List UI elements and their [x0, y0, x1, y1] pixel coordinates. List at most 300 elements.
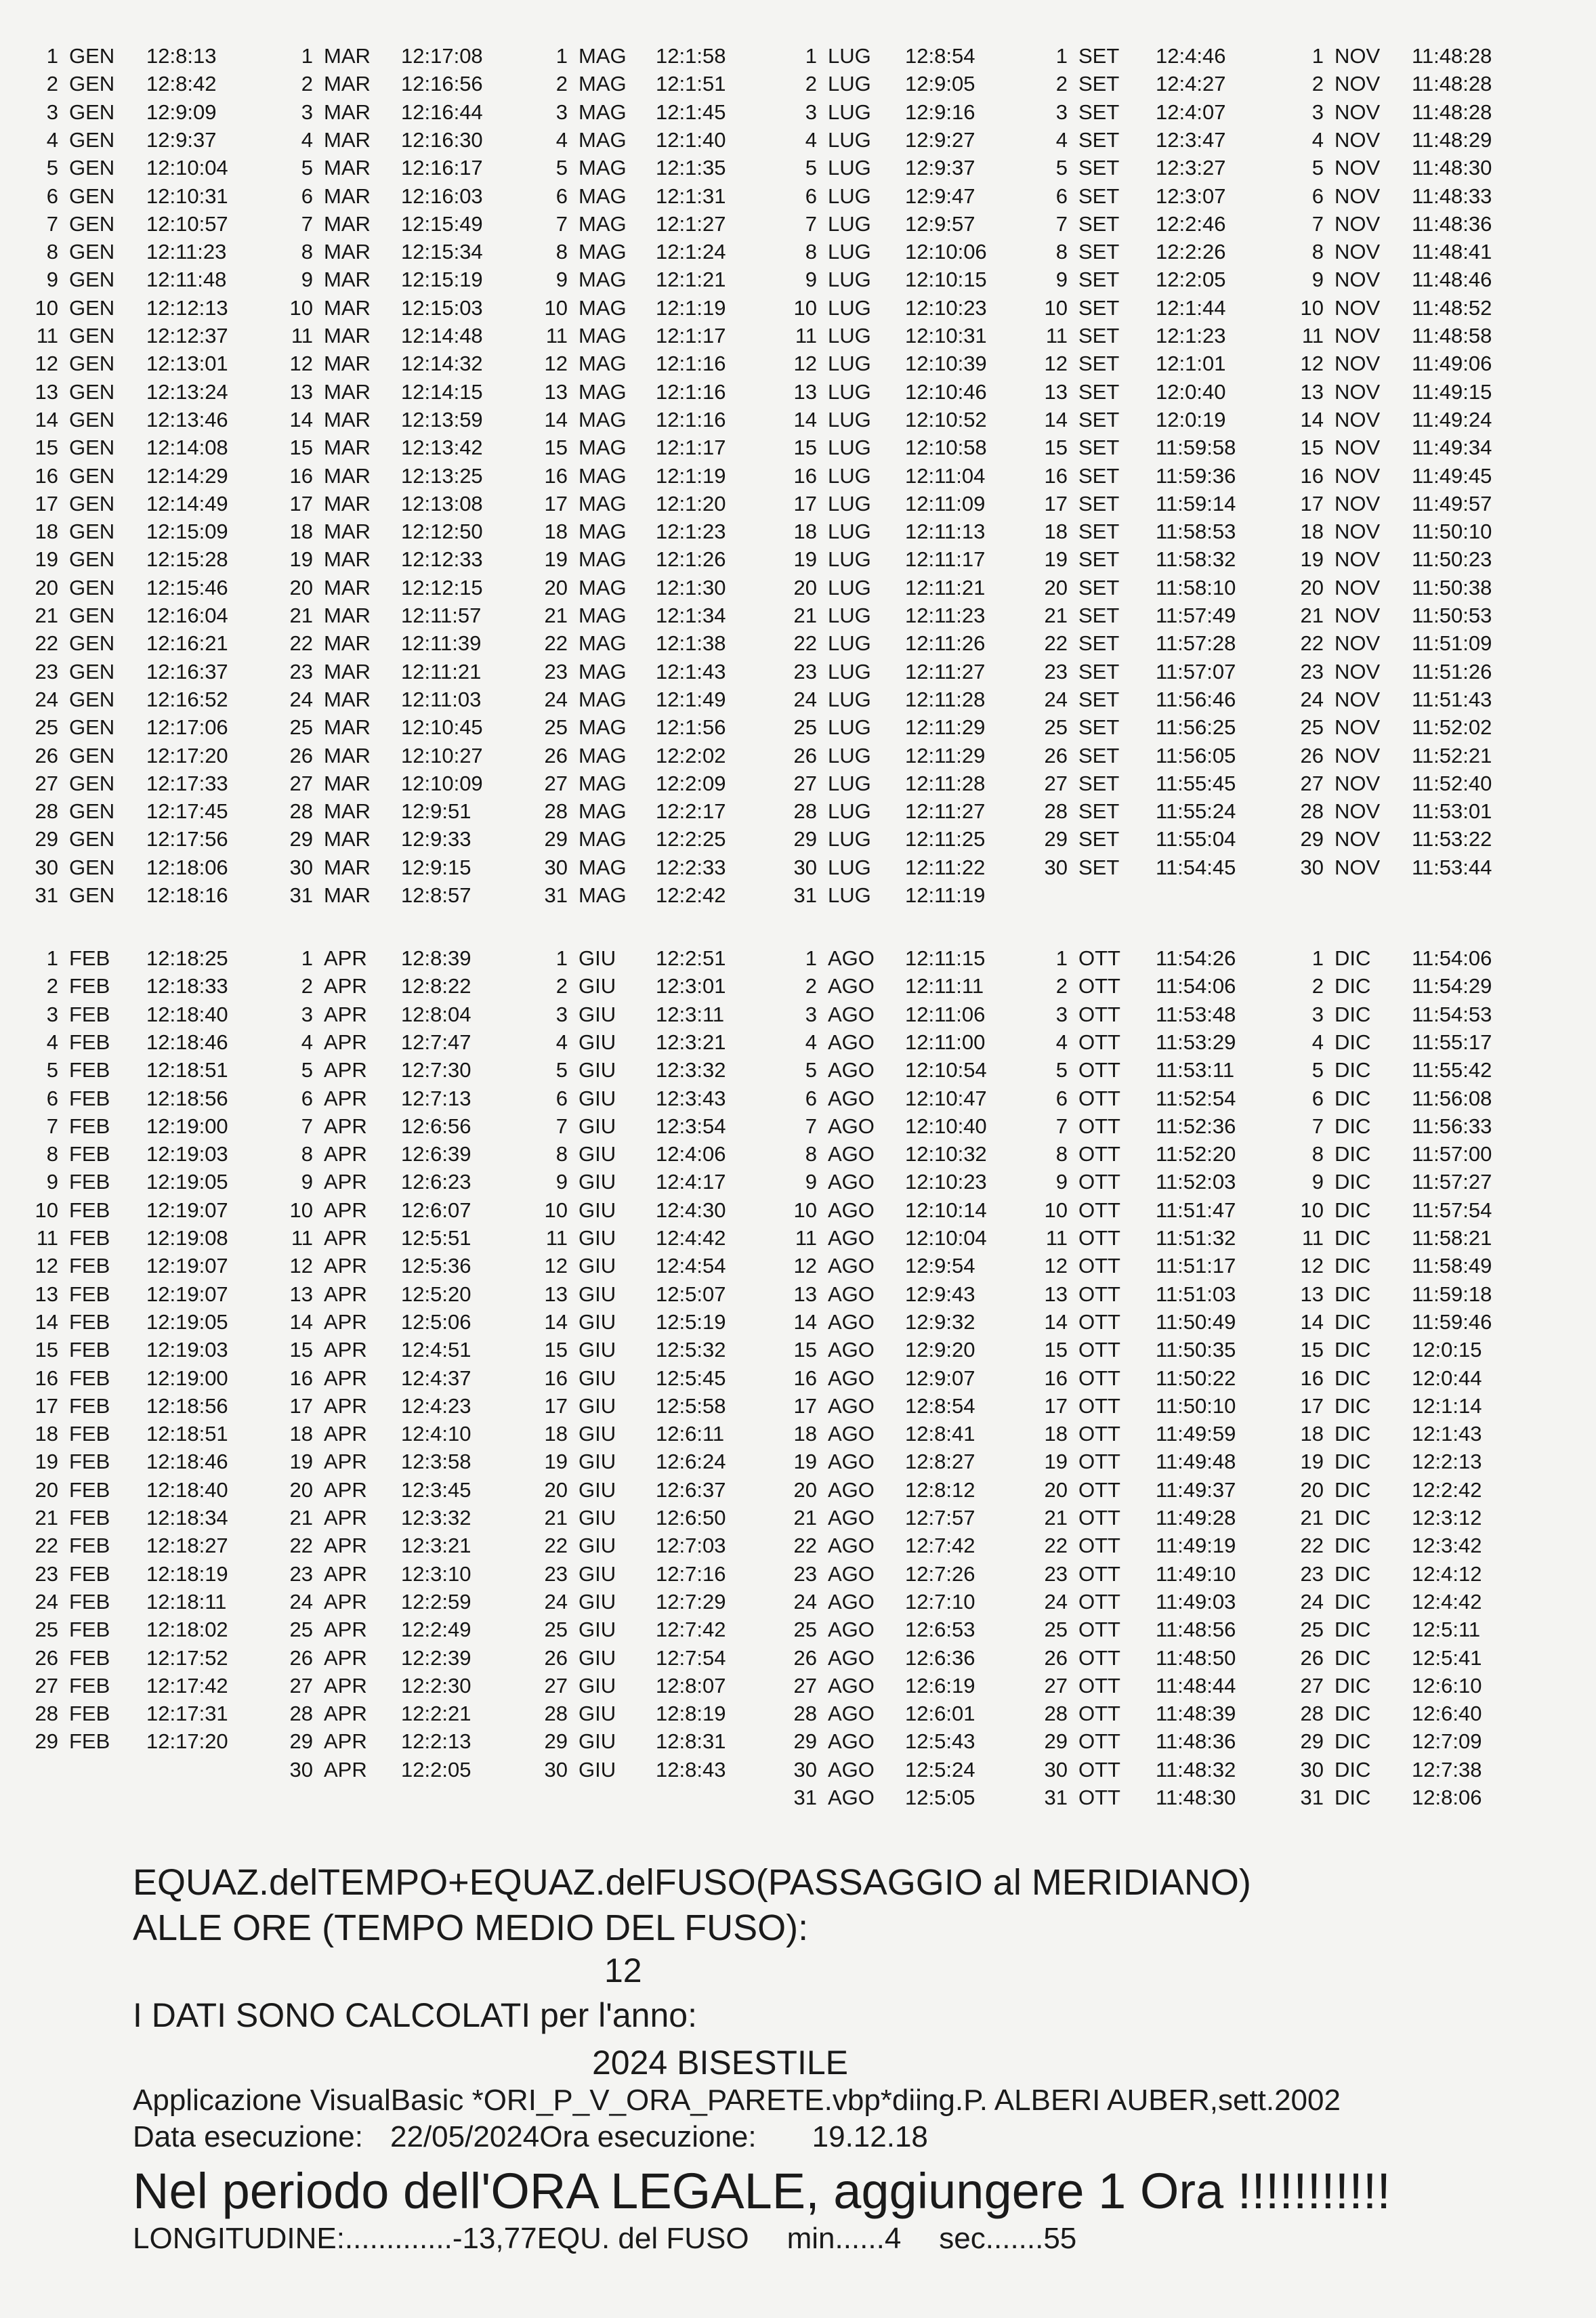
- transit-time: 12:16:37: [146, 659, 228, 683]
- transit-time: 12:10:04: [146, 156, 228, 180]
- day-number: 21: [793, 1506, 817, 1530]
- day-number: 13: [35, 1282, 58, 1306]
- month-abbr: NOV: [1335, 491, 1381, 515]
- day-number: 14: [289, 1309, 313, 1334]
- transit-time: 11:50:10: [1156, 1393, 1236, 1418]
- day-number: 26: [289, 743, 313, 767]
- month-abbr: FEB: [69, 1198, 110, 1222]
- day-number: 21: [1300, 1506, 1324, 1530]
- month-abbr: GIU: [579, 1702, 616, 1726]
- month-abbr: NOV: [1335, 44, 1381, 68]
- transit-time: 11:48:30: [1156, 1786, 1236, 1809]
- month-abbr: GIU: [579, 1309, 616, 1334]
- transit-time: 12:1:44: [1156, 295, 1226, 320]
- day-number: 25: [544, 715, 568, 740]
- month-abbr: APR: [324, 1338, 367, 1362]
- transit-time: 12:6:53: [905, 1618, 975, 1642]
- transit-time: 11:57:07: [1156, 659, 1236, 683]
- month-abbr: GIU: [579, 1058, 616, 1082]
- day-number: 21: [793, 604, 817, 627]
- day-number: 3: [805, 1002, 817, 1026]
- day-number: 22: [793, 631, 817, 656]
- month-abbr: SET: [1078, 520, 1120, 544]
- day-number: 6: [301, 184, 313, 208]
- month-abbr: AGO: [828, 1477, 875, 1502]
- day-number: 26: [544, 1645, 568, 1670]
- day-number: 16: [1300, 463, 1324, 488]
- transit-time: 12:11:21: [905, 575, 986, 599]
- day-number: 7: [1311, 1114, 1324, 1138]
- transit-time: 12:7:16: [656, 1561, 726, 1586]
- month-abbr: SET: [1078, 352, 1120, 376]
- transit-time: 11:48:28: [1412, 100, 1492, 124]
- month-abbr: GEN: [69, 211, 115, 236]
- transit-time: 11:48:39: [1156, 1702, 1236, 1726]
- transit-time: 12:8:07: [656, 1673, 726, 1698]
- reference-hour: 12: [604, 1952, 642, 1989]
- transit-time: 12:16:56: [401, 72, 483, 96]
- transit-time: 12:3:10: [401, 1561, 471, 1586]
- transit-time: 12:1:51: [656, 72, 726, 96]
- month-abbr: APR: [324, 1002, 367, 1026]
- transit-time: 12:6:01: [905, 1702, 975, 1726]
- transit-time: 12:4:54: [656, 1254, 726, 1278]
- transit-time: 12:4:42: [656, 1226, 726, 1250]
- month-abbr: DIC: [1335, 1338, 1371, 1362]
- day-number: 4: [805, 127, 817, 152]
- month-abbr: APR: [324, 1309, 367, 1334]
- month-abbr: GEN: [69, 379, 115, 404]
- month-abbr: SET: [1078, 743, 1120, 767]
- month-abbr: GIU: [579, 1030, 616, 1054]
- transit-time: 12:4:17: [656, 1170, 726, 1194]
- day-number: 24: [544, 687, 568, 711]
- day-number: 27: [1300, 771, 1324, 795]
- day-number: 10: [289, 1198, 313, 1222]
- month-abbr: MAG: [579, 827, 627, 851]
- transit-time: 12:6:11: [656, 1422, 725, 1446]
- transit-time: 12:13:46: [146, 407, 228, 431]
- transit-time: 11:56:33: [1412, 1114, 1492, 1138]
- transit-time: 12:2:51: [656, 946, 726, 970]
- month-abbr: MAG: [579, 631, 627, 656]
- month-abbr: MAG: [579, 407, 627, 431]
- month-abbr: DIC: [1335, 1282, 1371, 1306]
- transit-time: 12:19:07: [146, 1282, 228, 1306]
- day-number: 29: [793, 1729, 817, 1754]
- day-number: 17: [1300, 1393, 1324, 1418]
- transit-time: 12:11:03: [401, 687, 482, 711]
- transit-time: 11:49:45: [1412, 463, 1492, 488]
- month-abbr: MAG: [579, 240, 627, 264]
- day-number: 30: [544, 1757, 568, 1782]
- month-abbr: DIC: [1335, 1058, 1371, 1082]
- month-abbr: FEB: [69, 946, 110, 970]
- day-number: 12: [35, 1254, 58, 1278]
- month-abbr: GEN: [69, 436, 115, 460]
- transit-time: 11:53:48: [1156, 1002, 1236, 1026]
- transit-time: 12:19:07: [146, 1254, 228, 1278]
- transit-time: 11:59:14: [1156, 491, 1236, 515]
- transit-time: 12:11:22: [905, 855, 986, 879]
- month-abbr: LUG: [828, 184, 871, 208]
- transit-time: 11:54:06: [1156, 974, 1236, 998]
- month-abbr: LUG: [828, 436, 871, 460]
- month-abbr: MAG: [579, 100, 627, 124]
- transit-time: 12:13:42: [401, 436, 483, 460]
- transit-time: 12:6:24: [656, 1450, 726, 1474]
- day-number: 10: [1300, 1198, 1324, 1222]
- month-abbr: SET: [1078, 211, 1120, 236]
- day-number: 24: [793, 1589, 817, 1614]
- transit-time: 12:1:38: [656, 631, 726, 656]
- transit-time: 11:48:36: [1156, 1729, 1236, 1754]
- day-number: 2: [555, 72, 568, 96]
- day-number: 29: [35, 1729, 58, 1754]
- transit-time: 12:5:51: [401, 1226, 471, 1250]
- transit-time: 12:6:07: [401, 1198, 471, 1222]
- transit-time: 12:18:02: [146, 1618, 228, 1642]
- month-abbr: GIU: [579, 946, 616, 970]
- month-abbr: SET: [1078, 659, 1120, 683]
- day-number: 16: [35, 463, 58, 488]
- month-abbr: NOV: [1335, 100, 1381, 124]
- transit-time: 12:12:13: [146, 295, 228, 320]
- month-abbr: FEB: [69, 974, 110, 998]
- day-number: 8: [555, 240, 568, 264]
- month-abbr: GEN: [69, 631, 115, 656]
- day-number: 29: [35, 827, 58, 851]
- day-number: 3: [805, 100, 817, 124]
- day-number: 25: [289, 1618, 313, 1642]
- transit-time: 12:1:35: [656, 156, 726, 180]
- day-number: 20: [1044, 1477, 1068, 1502]
- day-number: 23: [793, 659, 817, 683]
- transit-time: 12:4:30: [656, 1198, 726, 1222]
- month-abbr: NOV: [1335, 211, 1381, 236]
- day-number: 17: [35, 491, 58, 515]
- day-number: 26: [1044, 1645, 1068, 1670]
- transit-time: 12:4:12: [1412, 1561, 1482, 1586]
- day-number: 5: [1055, 156, 1068, 180]
- transit-time: 12:1:58: [656, 44, 726, 68]
- day-number: 2: [46, 974, 58, 998]
- month-abbr: NOV: [1335, 127, 1381, 152]
- day-number: 29: [793, 827, 817, 851]
- month-abbr: NOV: [1335, 771, 1381, 795]
- day-number: 20: [1044, 575, 1068, 599]
- day-number: 28: [544, 1702, 568, 1726]
- day-number: 3: [46, 1002, 58, 1026]
- month-abbr: OTT: [1078, 1702, 1120, 1726]
- month-abbr: OTT: [1078, 1618, 1120, 1642]
- month-abbr: MAG: [579, 715, 627, 740]
- month-abbr: MAR: [324, 436, 371, 460]
- day-number: 4: [555, 1030, 568, 1054]
- month-abbr: NOV: [1335, 855, 1381, 879]
- transit-time: 12:19:00: [146, 1366, 228, 1390]
- transit-time: 12:11:27: [905, 799, 986, 824]
- transit-time: 11:50:53: [1412, 604, 1492, 627]
- month-abbr: FEB: [69, 1450, 110, 1474]
- transit-time: 12:18:56: [146, 1393, 228, 1418]
- transit-time: 12:8:54: [905, 44, 975, 68]
- day-number: 24: [544, 1589, 568, 1614]
- transit-time: 12:12:15: [401, 575, 483, 599]
- day-number: 5: [805, 156, 817, 180]
- day-number: 4: [301, 1030, 313, 1054]
- day-number: 1: [46, 946, 58, 970]
- transit-time: 12:9:27: [905, 127, 975, 152]
- month-abbr: AGO: [828, 1702, 875, 1726]
- month-abbr: OTT: [1078, 1561, 1120, 1586]
- day-number: 31: [793, 883, 817, 907]
- month-abbr: SET: [1078, 44, 1120, 68]
- day-number: 1: [301, 946, 313, 970]
- day-number: 19: [544, 547, 568, 572]
- day-number: 8: [1055, 1142, 1068, 1166]
- transit-time: 12:18:27: [146, 1534, 228, 1558]
- transit-time: 12:3:11: [656, 1002, 725, 1026]
- transit-time: 12:3:42: [1412, 1534, 1482, 1558]
- transit-time: 12:6:56: [401, 1114, 471, 1138]
- transit-time: 12:10:27: [401, 743, 483, 767]
- month-abbr: AGO: [828, 1393, 875, 1418]
- day-number: 21: [289, 604, 313, 627]
- transit-time: 11:54:29: [1412, 974, 1492, 998]
- transit-time: 12:4:46: [1156, 44, 1226, 68]
- transit-time: 12:10:40: [905, 1114, 987, 1138]
- day-number: 2: [1055, 72, 1068, 96]
- transit-time: 12:10:31: [146, 184, 228, 208]
- transit-time: 12:8:54: [905, 1393, 975, 1418]
- day-number: 20: [1300, 575, 1324, 599]
- month-abbr: AGO: [828, 1198, 875, 1222]
- transit-time: 12:17:56: [146, 827, 228, 851]
- transit-time: 11:49:06: [1412, 352, 1492, 376]
- day-number: 4: [301, 127, 313, 152]
- month-abbr: LUG: [828, 827, 871, 851]
- transit-time: 12:11:15: [905, 946, 986, 970]
- month-abbr: MAR: [324, 72, 371, 96]
- day-number: 21: [289, 1506, 313, 1530]
- month-abbr: MAG: [579, 771, 627, 795]
- month-abbr: SET: [1078, 547, 1120, 572]
- day-number: 3: [1055, 1002, 1068, 1026]
- day-number: 30: [1044, 1757, 1068, 1782]
- transit-time: 11:49:28: [1156, 1506, 1236, 1530]
- day-number: 22: [544, 631, 568, 656]
- day-number: 27: [35, 1673, 58, 1698]
- transit-time: 12:10:06: [905, 240, 987, 264]
- month-abbr: MAR: [324, 827, 371, 851]
- transit-time: 11:56:05: [1156, 743, 1236, 767]
- day-number: 16: [35, 1366, 58, 1390]
- transit-time: 12:6:19: [905, 1673, 975, 1698]
- day-number: 25: [1300, 1618, 1324, 1642]
- month-abbr: SET: [1078, 184, 1120, 208]
- day-number: 25: [35, 715, 58, 740]
- month-abbr: MAG: [579, 883, 627, 907]
- month-abbr: APR: [324, 1170, 367, 1194]
- day-number: 30: [289, 1757, 313, 1782]
- transit-time: 12:3:32: [656, 1058, 726, 1082]
- month-abbr: AGO: [828, 1086, 875, 1110]
- month-abbr: NOV: [1335, 184, 1381, 208]
- month-abbr: NOV: [1335, 436, 1381, 460]
- transit-time: 11:53:44: [1412, 855, 1492, 879]
- day-number: 18: [1044, 1422, 1068, 1446]
- month-abbr: DIC: [1335, 1702, 1371, 1726]
- transit-time: 11:50:22: [1156, 1366, 1236, 1390]
- month-abbr: GEN: [69, 268, 115, 292]
- transit-time: 12:2:42: [1412, 1477, 1482, 1502]
- month-abbr: AGO: [828, 1254, 875, 1278]
- transit-time: 12:1:14: [1412, 1393, 1482, 1418]
- transit-time: 12:4:37: [401, 1366, 471, 1390]
- transit-time: 12:4:51: [401, 1338, 471, 1362]
- month-abbr: DIC: [1335, 1477, 1371, 1502]
- transit-time: 12:7:13: [401, 1086, 471, 1110]
- day-number: 19: [544, 1450, 568, 1474]
- month-abbr: SET: [1078, 463, 1120, 488]
- transit-time: 12:2:49: [401, 1618, 471, 1642]
- transit-time: 12:8:04: [401, 1002, 471, 1026]
- month-abbr: APR: [324, 1561, 367, 1586]
- month-abbr: LUG: [828, 715, 871, 740]
- month-abbr: MAR: [324, 520, 371, 544]
- transit-time: 11:54:45: [1156, 855, 1236, 879]
- day-number: 30: [1044, 855, 1068, 879]
- month-abbr: MAG: [579, 547, 627, 572]
- day-number: 5: [301, 156, 313, 180]
- transit-time: 12:11:48: [146, 268, 227, 292]
- transit-time: 11:53:11: [1156, 1058, 1235, 1082]
- day-number: 1: [46, 44, 58, 68]
- day-number: 4: [555, 127, 568, 152]
- transit-time: 12:18:51: [146, 1422, 228, 1446]
- day-number: 22: [1300, 1534, 1324, 1558]
- transit-time: 11:58:21: [1412, 1226, 1492, 1250]
- transit-time: 11:58:32: [1156, 547, 1236, 572]
- transit-time: 12:1:23: [1156, 324, 1226, 347]
- transit-time: 11:48:28: [1412, 44, 1492, 68]
- month-abbr: DIC: [1335, 1729, 1371, 1754]
- transit-time: 12:1:31: [656, 184, 726, 208]
- transit-time: 12:5:11: [1412, 1618, 1481, 1642]
- transit-time: 12:2:39: [401, 1645, 471, 1670]
- day-number: 1: [301, 44, 313, 68]
- day-number: 30: [289, 855, 313, 879]
- transit-time: 12:11:09: [905, 491, 986, 515]
- day-number: 21: [1300, 604, 1324, 627]
- month-abbr: NOV: [1335, 687, 1381, 711]
- transit-time: 12:10:15: [905, 268, 987, 292]
- day-number: 19: [1300, 1450, 1324, 1474]
- day-number: 16: [1300, 1366, 1324, 1390]
- month-abbr: MAR: [324, 44, 371, 68]
- transit-time: 12:14:08: [146, 436, 228, 460]
- month-abbr: GIU: [579, 1226, 616, 1250]
- month-abbr: APR: [324, 1477, 367, 1502]
- day-number: 2: [1311, 974, 1324, 998]
- transit-time: 12:3:01: [656, 974, 726, 998]
- month-abbr: MAG: [579, 352, 627, 376]
- day-number: 5: [805, 1058, 817, 1082]
- day-number: 28: [1300, 799, 1324, 824]
- month-abbr: NOV: [1335, 604, 1381, 627]
- month-abbr: FEB: [69, 1338, 110, 1362]
- month-abbr: FEB: [69, 1114, 110, 1138]
- day-number: 8: [1311, 1142, 1324, 1166]
- transit-time: 12:11:28: [905, 687, 986, 711]
- month-abbr: GEN: [69, 715, 115, 740]
- month-abbr: GEN: [69, 855, 115, 879]
- day-number: 13: [793, 1282, 817, 1306]
- transit-time: 12:1:43: [656, 659, 726, 683]
- transit-time: 12:3:27: [1156, 156, 1226, 180]
- day-number: 14: [35, 407, 58, 431]
- day-number: 17: [1300, 491, 1324, 515]
- month-abbr: NOV: [1335, 156, 1381, 180]
- day-number: 27: [35, 771, 58, 795]
- day-number: 17: [793, 1393, 817, 1418]
- month-abbr: APR: [324, 1086, 367, 1110]
- transit-time: 11:48:46: [1412, 268, 1492, 292]
- day-number: 16: [544, 1366, 568, 1390]
- day-number: 6: [1055, 184, 1068, 208]
- day-number: 31: [544, 883, 568, 907]
- transit-time: 12:14:15: [401, 379, 483, 404]
- day-number: 12: [289, 352, 313, 376]
- transit-time: 12:8:22: [401, 974, 471, 998]
- day-number: 5: [1311, 156, 1324, 180]
- application-credit: Applicazione VisualBasic *ORI_P_V_ORA_PARETE.vbp*diing.P. ALBERI AUBER,sett.2002: [133, 2084, 1341, 2117]
- day-number: 28: [544, 799, 568, 824]
- month-abbr: DIC: [1335, 1393, 1371, 1418]
- day-number: 14: [544, 407, 568, 431]
- month-abbr: AGO: [828, 946, 875, 970]
- transit-time: 12:12:50: [401, 520, 483, 544]
- month-abbr: MAR: [324, 184, 371, 208]
- month-abbr: MAG: [579, 44, 627, 68]
- month-abbr: APR: [324, 1198, 367, 1222]
- month-abbr: DIC: [1335, 1645, 1371, 1670]
- month-abbr: SET: [1078, 268, 1120, 292]
- month-abbr: DIC: [1335, 1618, 1371, 1642]
- month-abbr: MAR: [324, 240, 371, 264]
- transit-time: 12:6:50: [656, 1506, 726, 1530]
- transit-time: 12:2:09: [656, 771, 726, 795]
- month-abbr: APR: [324, 1142, 367, 1166]
- month-abbr: FEB: [69, 1226, 110, 1250]
- transit-time: 11:57:54: [1412, 1198, 1492, 1222]
- month-abbr: LUG: [828, 547, 871, 572]
- day-number: 22: [35, 631, 58, 656]
- transit-time: 12:11:11: [905, 974, 984, 998]
- month-abbr: GEN: [69, 100, 115, 124]
- transit-time: 12:11:39: [401, 631, 482, 656]
- month-abbr: OTT: [1078, 1757, 1120, 1782]
- month-abbr: MAG: [579, 575, 627, 599]
- month-abbr: APR: [324, 1030, 367, 1054]
- day-number: 15: [793, 1338, 817, 1362]
- month-abbr: OTT: [1078, 1393, 1120, 1418]
- day-number: 28: [35, 799, 58, 824]
- month-abbr: OTT: [1078, 1030, 1120, 1054]
- month-abbr: APR: [324, 1366, 367, 1390]
- month-abbr: FEB: [69, 1058, 110, 1082]
